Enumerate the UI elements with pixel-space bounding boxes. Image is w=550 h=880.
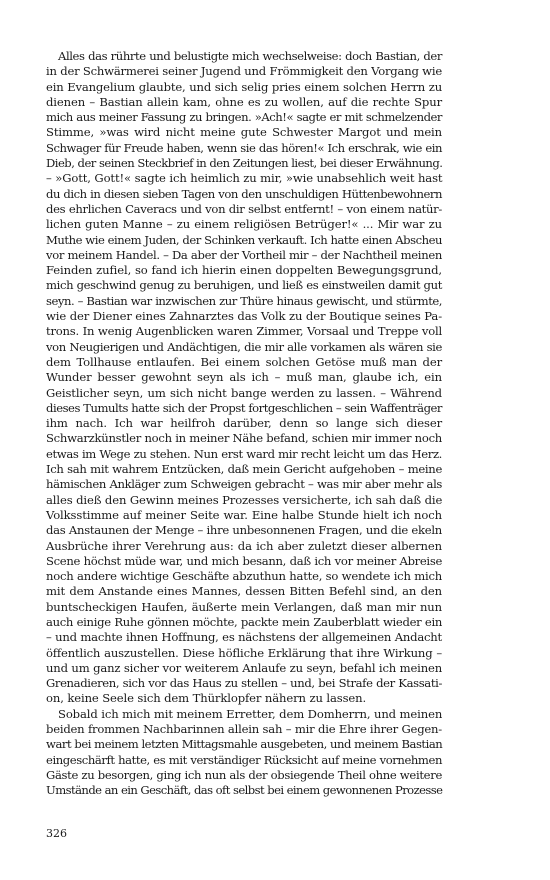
text-line: Muthe wie einem Juden, der Schinken verkauft. Ich hatte einen Abscheu	[46, 232, 442, 247]
text-line: noch andere wichtige Geschäfte abzuthun hatte, so wendete ich mich	[46, 569, 442, 584]
page-number: 326	[46, 827, 67, 840]
text-line: lichen guten Manne – zu einem religiösen Betrüger!« ... Mir war zu	[46, 217, 442, 232]
text-line: Ausbrüche ihrer Verehrung aus: da ich aber zuletzt dieser albernen	[46, 538, 442, 553]
text-line: dienen – Bastian allein kam, ohne es zu wollen, auf die rechte Spur	[46, 94, 442, 109]
text-line: du dich in diesen sieben Tagen von den unschuldigen Hüttenbewohnern	[46, 186, 442, 201]
text-line: on, keine Seele sich dem Thürklopfer nähern zu lassen.	[46, 691, 367, 706]
text-line: des ehrlichen Caveracs und von dir selbst entfernt! – von einem natür-	[46, 201, 442, 216]
text-line: Schwarzkünstler noch in meiner Nähe befand, schien mir immer noch	[46, 431, 442, 446]
text-line: und um ganz sicher vor weiterem Anlaufe zu seyn, befahl ich meinen	[46, 660, 442, 675]
text-line: eingeschärft hatte, es mit verständiger Rücksicht auf meine vornehmen	[46, 752, 442, 767]
text-line: vor meinem Handel. – Da aber der Vortheil mir – der Nachtheil meinen	[46, 247, 443, 262]
text-line: in der Schwärmerei seiner Jugend und Frömmigkeit den Vorgang wie	[46, 64, 442, 79]
text-line: seyn. – Bastian war inzwischen zur Thüre hinaus gewischt, und stürmte,	[46, 293, 442, 308]
text-line: wie der Diener eines Zahnarztes das Volk zu der Boutique seines Pa-	[46, 309, 443, 324]
text-line: Volksstimme auf meiner Seite war. Eine halbe Stunde hielt ich noch	[46, 507, 442, 522]
text-line: Alles das rührte und belustigte mich wechselweise: doch Bastian, der	[58, 49, 442, 63]
text-line: Gäste zu besorgen, ging ich nun als der obsiegende Theil ohne weitere	[46, 767, 442, 782]
text-line: Feinden zufiel, so fand ich hierin einen doppelten Bewegungsgrund,	[46, 263, 442, 278]
text-line: Dieb, der seinen Steckbrief in den Zeitungen liest, bei dieser Erwähnung.	[46, 156, 443, 171]
text-line: dieses Tumults hatte sich der Propst fortgeschlichen – sein Waffenträger	[46, 400, 442, 415]
text-line: trons. In wenig Augenblicken waren Zimmer, Vorsaal und Treppe voll	[46, 324, 442, 339]
text-line: alles dieß den Gewinn meines Prozesses versicherte, ich sah daß die	[46, 492, 443, 507]
text-line: Schwager für Freude haben, wenn sie das hören!« Ich erschrak, wie ein	[46, 140, 442, 155]
text-line: – und machte ihnen Hoffnung, es nächstens der allgemeinen Andacht	[46, 630, 442, 645]
text-line: buntscheckigen Haufen, äußerte mein Verlangen, daß man mir nun	[46, 599, 442, 614]
text-line: hämischen Ankläger zum Schweigen gebracht – was mir aber mehr als	[46, 477, 442, 492]
text-line: öffentlich auszustellen. Diese höfliche Erklärung that ihre Wirkung –	[46, 645, 442, 660]
text-line: etwas im Wege zu stehen. Nun erst ward mir recht leicht um das Herz.	[46, 446, 442, 461]
text-line: mich aus meiner Fassung zu bringen. »Ach!« sagte er mit schmelzender	[46, 110, 442, 125]
text-line: von Neugierigen und Andächtigen, die mir alle vorkamen als wären sie	[46, 339, 442, 354]
text-line: Geistlicher seyn, um sich nicht bange werden zu lassen. – Während	[46, 385, 442, 400]
text-line: ein Evangelium glaubte, und sich selig pries einem solchen Herrn zu	[46, 79, 442, 94]
text-line: dem Tollhause entlaufen. Bei einem solchen Getöse muß man der	[46, 354, 442, 369]
text-line: Umstände an ein Geschäft, das oft selbst bei einem gewonnenen Prozesse	[46, 783, 443, 798]
text-line: mit dem Anstande eines Mannes, dessen Bitten Befehl sind, an den	[46, 584, 442, 599]
text-line: beiden frommen Nachbarinnen allein sah – mir die Ehre ihrer Gegen-	[46, 722, 442, 737]
text-line: das Anstaunen der Menge – ihre unbesonnenen Fragen, und die ekeln	[46, 523, 442, 538]
text-line: mich geschwind genug zu beruhigen, und ließ es einstweilen damit gut	[46, 278, 442, 293]
text-line: Scene höchst müde war, und mich besann, daß ich vor meiner Abreise	[46, 553, 442, 568]
text-line: ihm nach. Ich war heilfroh darüber, denn so lange sich dieser	[46, 416, 442, 431]
text-line: Stimme, »was wird nicht meine gute Schwester Margot und mein	[46, 125, 442, 140]
body-text	[46, 49, 442, 799]
text-line: Wunder besser gewohnt seyn als ich – muß man, glaube ich, ein	[46, 370, 442, 385]
text-line: Grenadieren, sich vor das Haus zu stellen – und, bei Strafe der Kassati-	[46, 676, 442, 691]
text-line: – »Gott, Gott!« sagte ich heimlich zu mir, »wie unabsehlich weit hast	[46, 171, 443, 186]
text-line: Ich sah mit wahrem Entzücken, daß mein Gericht aufgehoben – meine	[46, 462, 442, 477]
text-line: Sobald ich mich mit meinem Erretter, dem Domherrn, und meinen	[58, 706, 443, 721]
text-line: auch einige Ruhe gönnen möchte, packte mein Zauberblatt wieder ein	[46, 614, 442, 629]
text-line: wart bei meinem letzten Mittagsmahle ausgebeten, und meinem Bastian	[46, 737, 443, 752]
